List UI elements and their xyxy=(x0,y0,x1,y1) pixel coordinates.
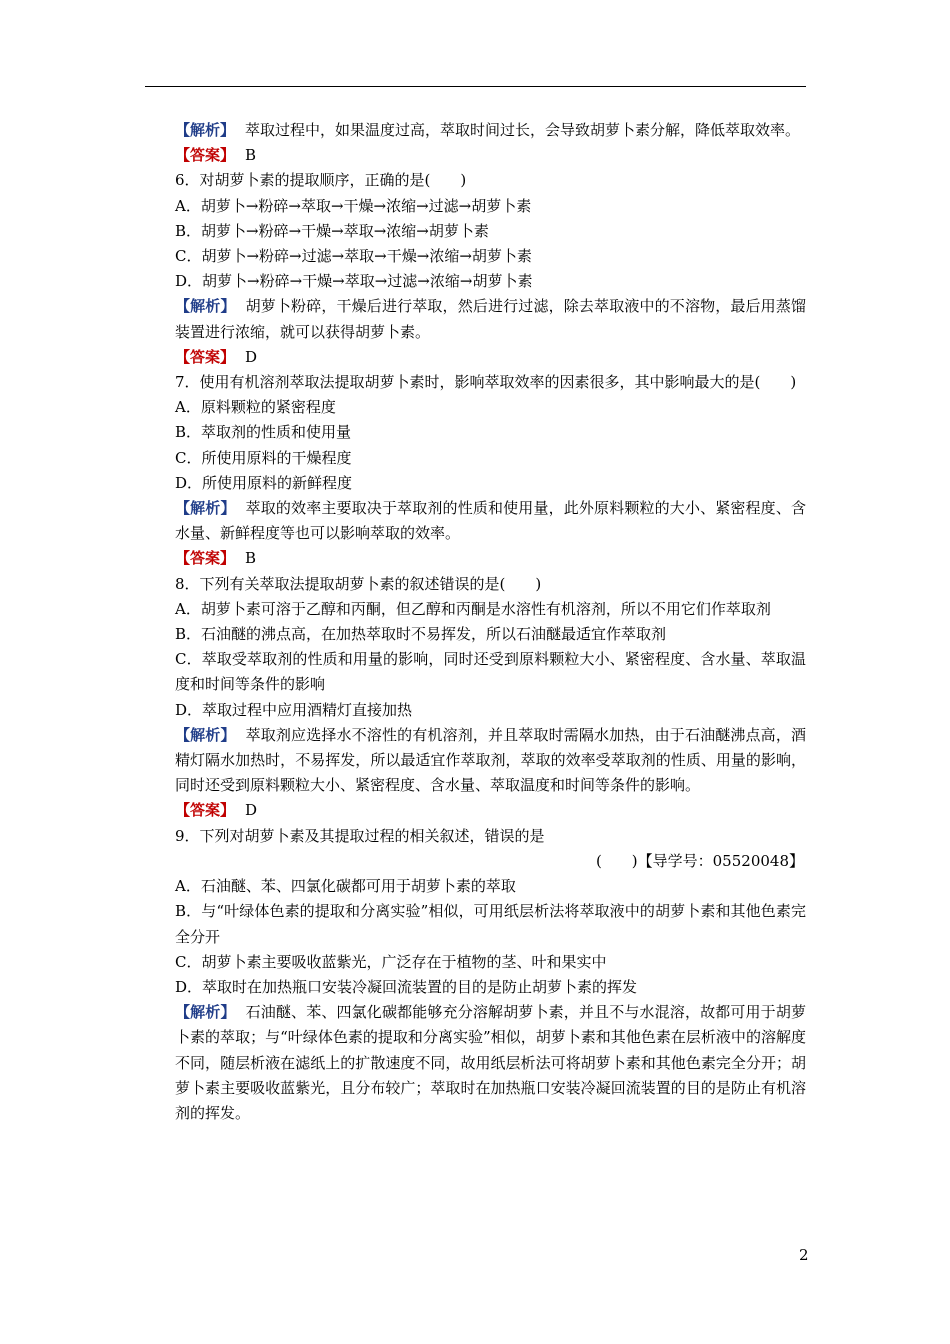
q8-stem: 8．下列有关萃取法提取胡萝卜素的叙述错误的是( ) xyxy=(175,574,542,593)
q8-option-d: D．萃取过程中应用酒精灯直接加热 xyxy=(175,700,413,719)
answer-text: B xyxy=(245,549,257,568)
q8-answer xyxy=(145,798,806,823)
analysis-text: 萃取过程中，如果温度过高，萃取时间过长，会导致胡萝卜素分解，降低萃取效率。 xyxy=(245,121,801,139)
answer-text: B xyxy=(245,146,257,165)
q6-option-c: C．胡萝卜→粉碎→过滤→萃取→干燥→浓缩→胡萝卜素 xyxy=(175,247,532,266)
q8-option-c: C．萃取受萃取剂的性质和用量的影响，同时还受到原料颗粒大小、紧密程度、含水量、萃取温度和时间等条件的影响 xyxy=(175,650,806,694)
q8-analysis xyxy=(145,723,806,799)
q9-option-b: B．与“叶绿体色素的提取和分离实验”相似，可用纸层析法将萃取液中的胡萝卜素和其他色素完全分开 xyxy=(175,902,806,946)
answer-text: D xyxy=(245,347,258,366)
q8-option-a: A．胡萝卜素可溶于乙醇和丙酮，但乙醇和丙酮是水溶性有机溶剂，所以不用它们作萃取剂 xyxy=(175,599,771,618)
q9-stem: 9．下列对胡萝卜素及其提取过程的相关叙述，错误的是 xyxy=(175,826,545,845)
page-number: 2 xyxy=(799,1246,809,1264)
answer-label: 【答案】 xyxy=(175,801,236,820)
analysis-label: 【解析】 xyxy=(175,297,236,316)
q9-option-c: C．胡萝卜素主要吸收蓝紫光，广泛存在于植物的茎、叶和果实中 xyxy=(175,952,607,971)
analysis-label: 【解析】 xyxy=(175,121,236,139)
answer-label: 【答案】 xyxy=(175,549,236,568)
q9-option-a: A．石油醚、苯、四氯化碳都可用于胡萝卜素的萃取 xyxy=(175,877,516,896)
answer-label: 【答案】 xyxy=(175,347,236,366)
q6-option-b: B．胡萝卜→粉碎→干燥→萃取→浓缩→胡萝卜素 xyxy=(175,221,489,240)
q5-analysis xyxy=(145,118,806,143)
q8-option-b: B．石油醚的沸点高，在加热萃取时不易挥发，所以石油醚最适宜作萃取剂 xyxy=(175,625,667,644)
q6-option-d: D．胡萝卜→粉碎→干燥→萃取→过滤→浓缩→胡萝卜素 xyxy=(175,272,533,291)
q6-analysis xyxy=(145,294,806,344)
q9-option-d: D．萃取时在加热瓶口安装冷凝回流装置的目的是防止胡萝卜素的挥发 xyxy=(175,977,638,996)
q7-option-c: C．所使用原料的干燥程度 xyxy=(175,448,352,467)
q7-option-d: D．所使用原料的新鲜程度 xyxy=(175,473,353,492)
q7-option-a: A．原料颗粒的紧密程度 xyxy=(175,398,336,417)
page-content xyxy=(145,118,806,1126)
q7-answer xyxy=(145,546,806,571)
analysis-label: 【解析】 xyxy=(175,499,236,518)
header-rule xyxy=(145,86,806,87)
analysis-text: 石油醚、苯、四氯化碳都能够充分溶解胡萝卜素，并且不与水混溶，故都可用于胡萝卜素的萃取；与“叶绿体色素的提取和分离实验”相似，胡萝卜素和其他色素在层析液中的溶解度不同，随层析液在滤纸上的扩散速度不同，故用纸层析法可将胡萝卜素和其他色素完全分开；胡萝卜素主要吸收蓝紫光，且分布较广；萃取时在加热瓶口安装冷凝回流装置的目的是防止有机溶剂的挥发。 xyxy=(175,1003,806,1122)
analysis-label: 【解析】 xyxy=(175,1003,236,1022)
analysis-text: 胡萝卜粉碎，干燥后进行萃取，然后进行过滤，除去萃取液中的不溶物，最后用蒸馏装置进行浓缩，就可以获得胡萝卜素。 xyxy=(175,297,806,341)
analysis-text: 萃取剂应选择水不溶性的有机溶剂，并且萃取时需隔水加热，由于石油醚沸点高，酒精灯隔水加热时，不易挥发，所以最适宜作萃取剂，萃取的效率受萃取剂的性质、用量的影响，同时还受到原料颗粒大小、紧密程度、含水量、萃取温度和时间等条件的影响。 xyxy=(175,725,806,795)
q9-guide-number: ( )【导学号：05520048】 xyxy=(595,851,804,870)
q7-stem: 7．使用有机溶剂萃取法提取胡萝卜素时，影响萃取效率的因素很多，其中影响最大的是( ) xyxy=(175,373,797,392)
q5-answer xyxy=(145,143,806,168)
q6-stem: 6．对胡萝卜素的提取顺序，正确的是( ) xyxy=(175,171,467,190)
analysis-text: 萃取的效率主要取决于萃取剂的性质和使用量，此外原料颗粒的大小、紧密程度、含水量、新鲜程度等也可以影响萃取的效率。 xyxy=(175,499,806,543)
q9-analysis xyxy=(145,1000,806,1126)
q6-answer xyxy=(145,345,806,370)
answer-label: 【答案】 xyxy=(175,146,236,165)
q7-analysis xyxy=(145,496,806,546)
q6-option-a: A．胡萝卜→粉碎→萃取→干燥→浓缩→过滤→胡萝卜素 xyxy=(175,196,532,215)
analysis-label: 【解析】 xyxy=(175,725,236,744)
q7-option-b: B．萃取剂的性质和使用量 xyxy=(175,423,352,442)
answer-text: D xyxy=(245,801,258,820)
